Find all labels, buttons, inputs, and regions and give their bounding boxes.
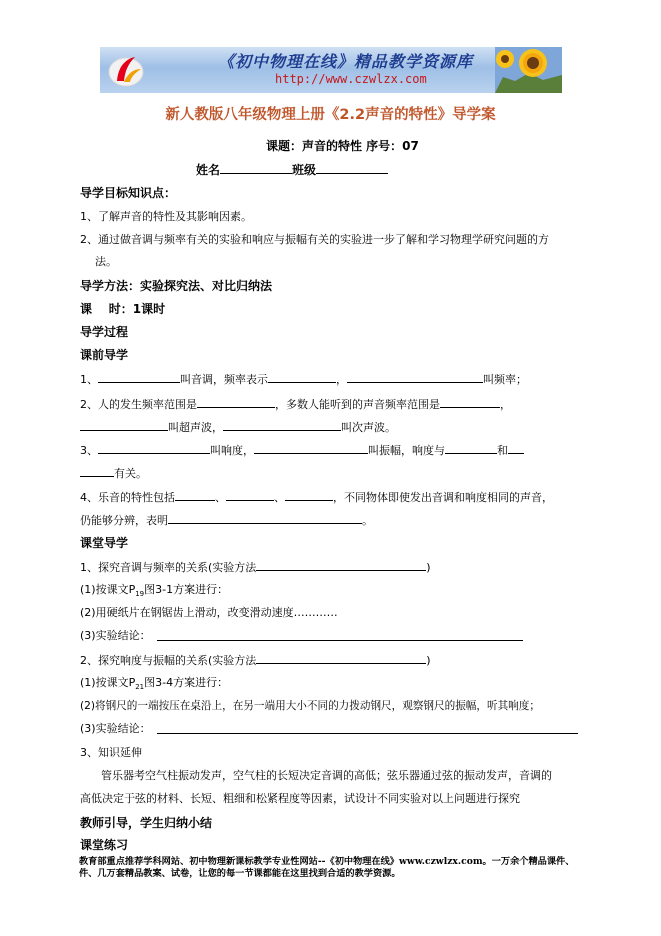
q3-text-2: 叫振幅，响度与 bbox=[368, 444, 445, 457]
banner-url[interactable]: http://www.czwlzx.com bbox=[275, 72, 427, 86]
q3-text-1: 叫响度， bbox=[210, 444, 254, 457]
name-class-line bbox=[196, 162, 388, 177]
question-4 bbox=[80, 489, 553, 505]
q4-text-3: 仍能够分辨，表明 bbox=[80, 514, 168, 527]
section-2-method-blank[interactable] bbox=[256, 652, 426, 664]
document-title: 新人教版八年级物理上册《2.2声音的特性》导学案 bbox=[165, 107, 496, 123]
q1-text-1: 叫音调，频率表示 bbox=[180, 373, 268, 386]
q4-sep-2: 、 bbox=[274, 491, 285, 504]
question-3 bbox=[80, 442, 524, 458]
header-banner bbox=[100, 47, 562, 93]
period-value: 1课时 bbox=[132, 302, 166, 316]
question-4-cont bbox=[80, 512, 373, 528]
q1-blank-1[interactable] bbox=[98, 371, 180, 383]
section-1-conclusion-line[interactable] bbox=[157, 640, 523, 641]
class-label: 班级 bbox=[292, 163, 317, 177]
q4-blank-2[interactable] bbox=[226, 489, 274, 501]
section-1-text: 1、探究音调与频率的关系(实验方法 bbox=[80, 561, 257, 574]
q2-blank-1[interactable] bbox=[197, 396, 275, 408]
q3-number: 3、 bbox=[80, 444, 98, 457]
q2-text-5: 叫次声波。 bbox=[341, 421, 396, 434]
s1-step1-text: (1)按课文P bbox=[80, 583, 136, 596]
q4-text-1: 4、乐音的特性包括 bbox=[80, 491, 175, 504]
section-1-heading bbox=[80, 559, 431, 575]
section-2-step-1 bbox=[80, 676, 228, 694]
site-logo bbox=[106, 51, 146, 89]
section-2-step-2: (2)将钢尺的一端按压在桌沿上，在另一端用大小不同的力拨动钢尺，观察钢尺的振幅，听其响度； bbox=[80, 700, 540, 712]
question-3-cont bbox=[80, 465, 147, 481]
q3-blank-2[interactable] bbox=[254, 442, 368, 454]
q4-blank-3[interactable] bbox=[285, 489, 333, 501]
q2-text-1: 2、人的发生频率范围是 bbox=[80, 398, 197, 411]
q4-blank-4[interactable] bbox=[168, 512, 362, 524]
topic-line: 课题：声音的特性 序号：07 bbox=[266, 139, 419, 153]
objective-item-2-cont: 法。 bbox=[95, 255, 117, 268]
extension-line-1: 管乐器考空气柱振动发声，空气柱的长短决定音调的高低；弦乐器通过弦的振动发声，音调的 bbox=[101, 769, 552, 782]
section-2-text: 2、探究响度与振幅的关系(实验方法 bbox=[80, 654, 257, 667]
q2-blank-4[interactable] bbox=[223, 419, 341, 431]
q3-text-3: 和 bbox=[497, 444, 508, 457]
q1-text-3: 叫频率； bbox=[483, 373, 527, 386]
q2-text-2: ，多数人能听到的声音频率范围是 bbox=[275, 398, 440, 411]
footer-line-2: 件、几万套精品教案、试卷，让您的每一节课都能在这里找到合适的教学资源。 bbox=[79, 868, 401, 879]
extension-line-2: 高低决定于弦的材料、长短、粗细和松紧程度等因素，试设计不同实验对以上问题进行探究 bbox=[80, 792, 520, 805]
footer-line-1: 教育部重点推荐学科网站、初中物理新课标教学专业性网站--《初中物理在线》www.czwlzx.com。一万余个精品课件、 bbox=[79, 856, 575, 867]
q2-blank-2[interactable] bbox=[440, 396, 500, 408]
q4-text-4: 。 bbox=[362, 514, 373, 527]
s2-step1-page: 21 bbox=[135, 683, 145, 692]
q2-blank-3[interactable] bbox=[80, 419, 168, 431]
s1-step1-page: 19 bbox=[135, 590, 145, 599]
section-1-step-2: (2)用硬纸片在钢锯齿上滑动，改变滑动速度………… bbox=[80, 606, 338, 619]
method-line: 导学方法：实验探究法、对比归纳法 bbox=[80, 279, 273, 293]
name-label: 姓名 bbox=[196, 163, 221, 177]
s2-step1-rest: 图3-4方案进行： bbox=[144, 676, 229, 689]
q1-blank-2[interactable] bbox=[268, 371, 336, 383]
section-2-conclusion-line[interactable] bbox=[157, 733, 578, 734]
banner-title: 《初中物理在线》精品教学资源库 bbox=[218, 52, 474, 71]
q3-blank-3[interactable] bbox=[445, 442, 497, 454]
s1-step1-rest: 图3-1方案进行： bbox=[144, 583, 229, 596]
question-2 bbox=[80, 396, 511, 412]
q4-sep-1: 、 bbox=[215, 491, 226, 504]
q1-text-2: ， bbox=[336, 373, 347, 386]
section-2-step-3: (3)实验结论： bbox=[80, 722, 151, 735]
section-1-method-blank[interactable] bbox=[256, 559, 426, 571]
q2-text-4: 叫超声波， bbox=[168, 421, 223, 434]
section-1-step-3: (3)实验结论： bbox=[80, 629, 151, 642]
q4-blank-1[interactable] bbox=[175, 489, 215, 501]
section-3-heading: 3、知识延伸 bbox=[80, 746, 142, 759]
q3-text-4: 有关。 bbox=[114, 467, 147, 480]
name-blank[interactable] bbox=[220, 162, 292, 174]
q3-blank-5[interactable] bbox=[80, 465, 114, 477]
section-2-heading bbox=[80, 652, 431, 668]
q3-blank-1[interactable] bbox=[98, 442, 210, 454]
section-2-close: ) bbox=[426, 654, 431, 667]
question-2-cont bbox=[80, 419, 396, 435]
period-line bbox=[80, 302, 165, 316]
period-label: 课 时： bbox=[80, 302, 133, 316]
class-blank[interactable] bbox=[316, 162, 388, 174]
section-1-close: ) bbox=[426, 561, 431, 574]
q4-text-2: ，不同物体即使发出音调和响度相同的声音， bbox=[333, 491, 553, 504]
objectives-heading: 导学目标知识点： bbox=[80, 186, 177, 200]
question-1 bbox=[80, 371, 527, 387]
guide-heading: 教师引导，学生归纳小结 bbox=[80, 816, 213, 830]
in-class-heading: 课堂导学 bbox=[80, 536, 129, 550]
objective-item-2: 2、通过做音调与频率有关的实验和响应与振幅有关的实验进一步了解和学习物理学研究问题的方 bbox=[80, 233, 549, 246]
practice-heading: 课堂练习 bbox=[80, 838, 129, 852]
process-heading: 导学过程 bbox=[80, 325, 129, 339]
objective-item-1: 1、了解声音的特性及其影响因素。 bbox=[80, 210, 252, 223]
q2-text-3: ， bbox=[500, 398, 511, 411]
sunflower-image bbox=[495, 47, 562, 93]
q1-number: 1、 bbox=[80, 373, 98, 386]
s2-step1-text: (1)按课文P bbox=[80, 676, 136, 689]
q1-blank-3[interactable] bbox=[347, 371, 483, 383]
q3-blank-4[interactable] bbox=[508, 442, 524, 454]
pre-class-heading: 课前导学 bbox=[80, 348, 129, 362]
section-1-step-1 bbox=[80, 583, 228, 601]
